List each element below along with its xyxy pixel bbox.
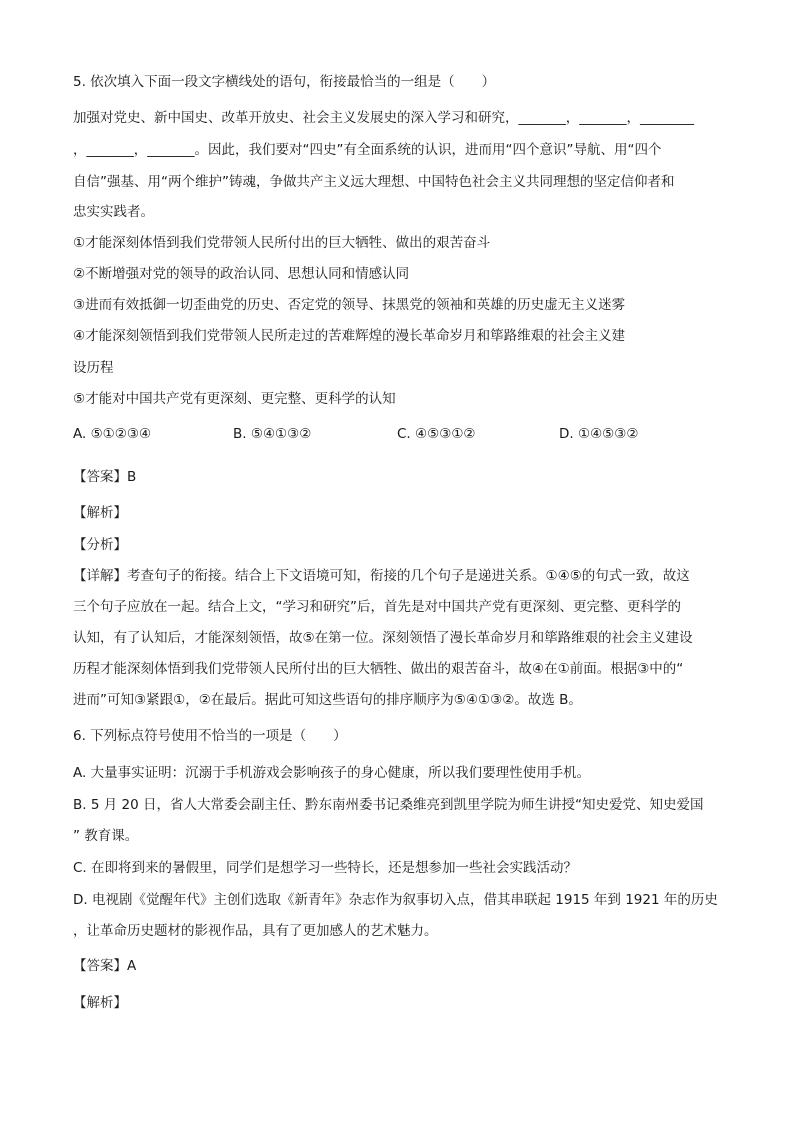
q5-passage-line-3: 自信”强基、用“两个维护”铸魂，争做共产主义远大理想、中国特色社会主义共同理想的坚定信仰者和	[73, 174, 675, 190]
q5-jiexi-label: 【解析】	[73, 505, 127, 521]
q5-item-1: ①才能深刻体悟到我们党带领人民所付出的巨大牺牲、做出的艰苦奋斗	[73, 235, 491, 251]
q5-answer: 【答案】B	[73, 469, 137, 485]
q5-item-4: ④才能深刻领悟到我们党带领人民所走过的苦难辉煌的漫长革命岁月和筚路维艰的社会主义建	[73, 328, 626, 344]
q6-option-c: C. 在即将到来的暑假里，同学们是想学习一些特长，还是想参加一些社会实践活动？	[73, 860, 578, 876]
q6-jiexi-label: 【解析】	[73, 995, 127, 1011]
q6-option-b-cont: ” 教育课。	[73, 828, 139, 844]
q6-answer: 【答案】A	[73, 958, 137, 974]
q6-option-d: D. 电视剧《觉醒年代》主创们选取《新青年》杂志作为叙事切入点，借其串联起 1915 年到 1921 年的历史	[73, 892, 718, 908]
q5-detail-line-5: 进而”可知③紧跟①，②在最后。据此可知这些语句的排序顺序为⑤④①③②。故选 B。	[73, 692, 582, 708]
q5-detail-line-4: 历程才能深刻体悟到我们党带领人民所付出的巨大牺牲、做出的艰苦奋斗，故④在①前面。根据③中的“	[73, 661, 684, 677]
q6-option-d-cont: ，让革命历史题材的影视作品，具有了更加感人的艺术魅力。	[73, 923, 438, 939]
q5-item-4-cont: 设历程	[73, 360, 114, 376]
q5-option-c: C. ④⑤③①②	[397, 426, 476, 442]
q5-detail-line-2: 三个句子应放在一起。结合上文，“学习和研究”后，首先是对中国共产党有更深刻、更完整、更科学的	[73, 599, 681, 615]
q6-option-a: A. 大量事实证明：沉溺于手机游戏会影响孩子的身心健康，所以我们要理性使用手机。	[73, 765, 591, 781]
q5-detail-line-3: 认知，有了认知后，才能深刻领悟，故⑤在第一位。深刻领悟了漫长革命岁月和筚路维艰的社会主义建设	[73, 630, 693, 646]
q6-option-b: B. 5 月 20 日，省人大常委会副主任、黔东南州委书记桑维亮到凯里学院为师生讲授“知史爱党、知史爱国	[73, 797, 704, 813]
q6-stem: 6. 下列标点符号使用不恰当的一项是（ ）	[73, 728, 347, 744]
q5-passage-line-1: 加强对党史、新中国史、改革开放史、社会主义发展史的深入学习和研究，_______，_______，________	[73, 110, 694, 126]
q5-item-2: ②不断增强对党的领导的政治认同、思想认同和情感认同	[73, 266, 410, 282]
q5-passage-line-2: ，_______，_______。因此，我们要对“四史”有全面系统的认识，进而用“四个意识”导航、用“四个	[73, 142, 662, 158]
q5-option-a: A. ⑤①②③④	[73, 426, 152, 442]
q5-passage-line-4: 忠实实践者。	[73, 204, 154, 220]
q5-stem: 5. 依次填入下面一段文字横线处的语句，衔接最恰当的一组是（ ）	[73, 74, 496, 90]
q5-fenxi-label: 【分析】	[73, 537, 127, 553]
q5-item-5: ⑤才能对中国共产党有更深刻、更完整、更科学的认知	[73, 391, 396, 407]
q5-item-3: ③进而有效抵御一切歪曲党的历史、否定党的领导、抹黑党的领袖和英雄的历史虚无主义迷雾	[73, 297, 626, 313]
q5-detail-line-1: 【详解】考查句子的衔接。结合上下文语境可知，衔接的几个句子是递进关系。①④⑤的句式一致，故这	[73, 568, 690, 584]
q5-option-d: D. ①④⑤③②	[559, 426, 639, 442]
q5-option-b: B. ⑤④①③②	[233, 426, 312, 442]
